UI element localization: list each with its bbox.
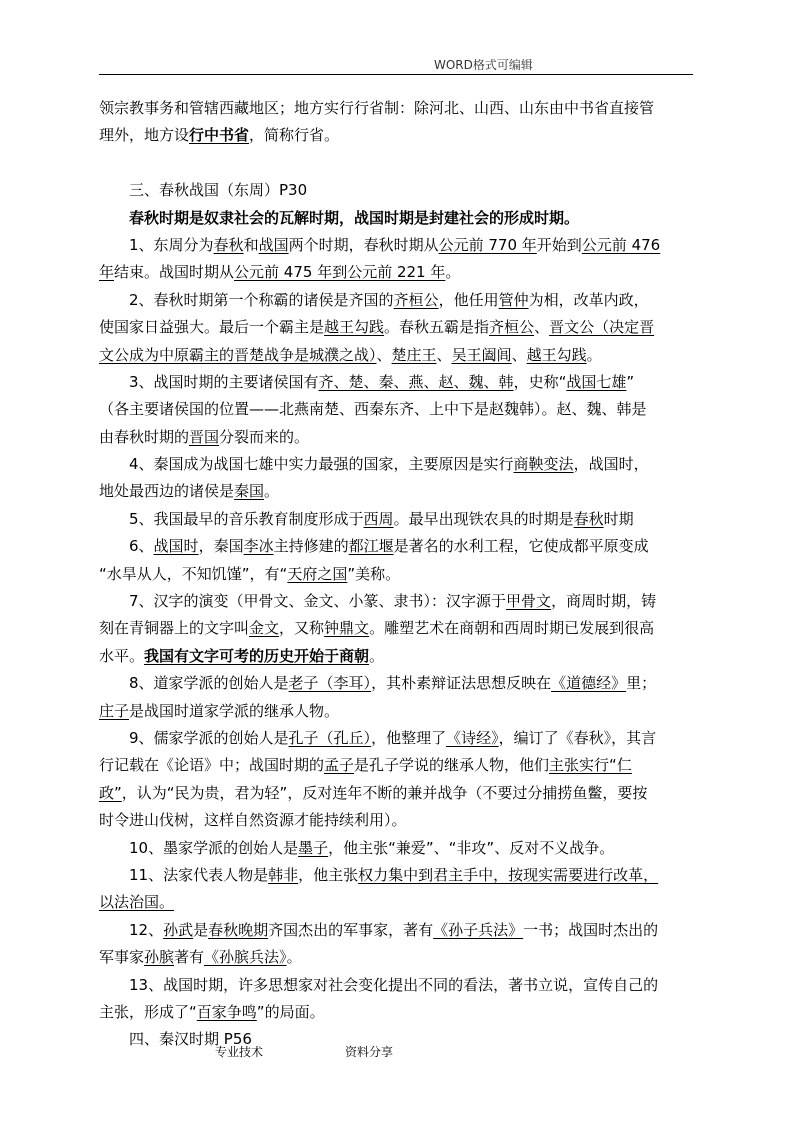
text-run: 。 <box>445 263 461 282</box>
text-line <box>99 725 695 752</box>
underlined-term: 战国时 <box>153 537 199 556</box>
text-line <box>99 670 695 697</box>
document-body <box>99 95 695 1054</box>
text-run: ，认为“民为贵，君为轻”，反对连年不断的兼并战争（不要过分捕捞鱼鳖，要按 <box>121 783 648 802</box>
underlined-term: 齐桓公 <box>393 290 439 309</box>
text-run: ，秦国 <box>198 537 244 556</box>
text-run: （各主要诸侯国的位置——北燕南楚、西秦东齐、上中下是赵魏韩）。赵、魏、韩是 <box>99 400 647 419</box>
text-run: 使国家日益强大。最后一个霸主是 <box>99 318 325 337</box>
underlined-term: 越王勾践 <box>324 318 385 337</box>
section-title: 四、秦汉时期 P56 <box>129 1030 252 1049</box>
text-run: 。 <box>586 345 602 364</box>
underlined-term: 主张实行“仁 <box>549 756 632 775</box>
text-run: 水平。 <box>99 646 145 665</box>
underlined-term: 《道德经》 <box>551 674 627 693</box>
underlined-term: 《孙子兵法》 <box>433 920 524 939</box>
underlined-term: 行中书省 <box>189 126 250 145</box>
underlined-term: 文公成为中原霸主的晋楚战争是城濮之战） <box>99 345 377 364</box>
underlined-term: 公元前 475 年到公元前 221 年 <box>234 263 446 282</box>
text-line <box>99 478 695 505</box>
text-line <box>99 944 695 971</box>
underlined-term: 公元前 770 年 <box>438 235 537 254</box>
text-line <box>99 862 695 889</box>
underlined-term: 钟鼎文 <box>324 619 370 638</box>
underlined-term: 年 <box>99 263 115 282</box>
text-run: 开始到 <box>536 235 582 254</box>
text-line <box>99 917 695 944</box>
text-run: 7、汉字的演变（甲骨文、金文、小篆、隶书）：汉字源于 <box>129 592 507 611</box>
text-run: 3、战国时期的主要诸侯国有 <box>129 372 319 391</box>
text-run: 11、法家代表人物是 <box>129 865 269 884</box>
text-run: ，他整理了 <box>371 728 447 747</box>
text-line <box>99 972 695 999</box>
text-line <box>99 451 695 478</box>
text-run: 是战国时道家学派的继承人物。 <box>129 701 340 720</box>
text-run: 分裂而来的。 <box>219 427 310 446</box>
underlined-term: 以法治国。 <box>99 893 175 912</box>
text-line <box>99 95 695 122</box>
text-run: 里； <box>626 674 657 693</box>
text-run: 2、春秋时期第一个称霸的诸侯是齐国的 <box>129 290 394 309</box>
text-run: “水旱从人，不知饥馑”，有“ <box>99 564 288 583</box>
underlined-term: 晋文公（决定晋 <box>549 318 655 337</box>
text-run: 4、秦国成为战国七雄中实力最强的国家，主要原因是实行 <box>129 455 514 474</box>
text-line <box>99 752 695 779</box>
footer-right-label: 资料分享 <box>345 1045 394 1059</box>
text-line <box>99 122 695 149</box>
text-run: 是著名的水利工程，它使成都平原变成 <box>393 537 649 556</box>
text-run: 由春秋时期的 <box>99 427 190 446</box>
text-run: ”美称。 <box>347 564 401 583</box>
underlined-term: 春秋 <box>213 235 244 254</box>
text-run: ，简称行省。 <box>249 126 340 145</box>
text-run: 主持修建的 <box>273 537 349 556</box>
underlined-term: 管仲 <box>498 290 529 309</box>
text-line <box>99 342 695 369</box>
underlined-term: 孙膑 <box>144 948 175 967</box>
text-run: ，其朴素辩证法思想反映在 <box>371 674 552 693</box>
text-run: 是孔子学说的继承人物，他们 <box>354 756 550 775</box>
text-run: 5、我国最早的音乐教育制度形成于 <box>129 509 364 528</box>
text-run: 时令进山伐树，这样自然资源才能持续利用）。 <box>99 811 407 830</box>
header-rule <box>99 74 693 75</box>
text-run: ”的局面。 <box>256 1002 325 1021</box>
text-run: 和 <box>243 235 259 254</box>
text-run: 1、东周分为 <box>129 235 214 254</box>
text-run: 、 <box>511 345 527 364</box>
underlined-term: 墨子 <box>298 838 329 857</box>
underlined-term: 晋国 <box>189 427 220 446</box>
underlined-term: 《诗经》 <box>446 728 499 747</box>
text-line <box>99 506 695 533</box>
text-run: ” <box>626 372 635 391</box>
text-run: 8、道家学派的创始人是 <box>129 674 289 693</box>
underlined-term: 西周 <box>363 509 394 528</box>
underlined-term: 韩非 <box>268 865 299 884</box>
text-run: ，战国时， <box>573 455 649 474</box>
underlined-term: 战国七雄 <box>566 372 627 391</box>
underlined-term: 李冰 <box>243 537 274 556</box>
underlined-term: 《孙膑兵法》 <box>204 948 287 967</box>
text-run: 一书；战国时杰出的 <box>523 920 659 939</box>
text-run: 13、战国时期，许多思想家对社会变化提出不同的看法，著书立说，宣传自己的 <box>129 975 659 994</box>
blank-line <box>99 150 695 177</box>
underlined-term: 甲骨文 <box>506 592 552 611</box>
text-run: 主张，形成了“ <box>99 1002 197 1021</box>
text-run: ，他主张“兼爱”、“非攻”、反对不义战争。 <box>328 838 615 857</box>
text-run: 地处最西边的诸侯是 <box>99 482 235 501</box>
text-line <box>99 780 695 807</box>
underlined-term: 天府之国 <box>287 564 348 583</box>
text-run: ，又称 <box>279 619 325 638</box>
text-run: 。 <box>264 482 280 501</box>
text-line <box>99 807 695 834</box>
text-run: 6、 <box>129 537 154 556</box>
underlined-term: 齐、楚、秦、燕、赵、魏、韩 <box>318 372 514 391</box>
underlined-term: 春秋晚期 <box>208 920 269 939</box>
text-run: ，编订了《春秋》，其言 <box>498 728 657 747</box>
underlined-term: 商鞅变法 <box>513 455 574 474</box>
text-line <box>99 205 695 232</box>
section-heading <box>99 1026 695 1053</box>
text-run: 12、 <box>129 920 164 939</box>
text-run: 、 <box>534 318 550 337</box>
text-line <box>99 889 695 916</box>
section-title: 三、春秋战国（东周）P30 <box>129 181 308 200</box>
underlined-term: 吴王阖闾 <box>451 345 512 364</box>
underlined-term: 越王勾践 <box>526 345 587 364</box>
text-run: 为相，改革内政， <box>528 290 649 309</box>
underlined-term: 孔子（孔丘） <box>288 728 372 747</box>
text-line <box>99 232 695 259</box>
underlined-term: 我国有文字可考的历史开始于商朝 <box>144 646 370 665</box>
text-line <box>99 999 695 1026</box>
text-run: 。春秋五霸是指 <box>384 318 490 337</box>
text-line <box>99 698 695 725</box>
text-run: 。最早出现铁农具的时期是 <box>393 509 574 528</box>
underlined-term: 权力集中到君主手中，按现实需要进行改革， <box>358 865 659 884</box>
page-header: WORD格式可编辑 <box>434 58 533 72</box>
text-run: 。 <box>369 646 385 665</box>
text-run: 、 <box>376 345 392 364</box>
text-line <box>99 369 695 396</box>
text-run: 10、墨家学派的创始人是 <box>129 838 299 857</box>
text-run: 结束。战国时期从 <box>114 263 235 282</box>
text-line <box>99 643 695 670</box>
section-heading <box>99 177 695 204</box>
text-run: ，商周时期，铸 <box>551 592 657 611</box>
underlined-term: 庄子 <box>99 701 130 720</box>
text-line <box>99 615 695 642</box>
text-line <box>99 561 695 588</box>
underlined-term: 老子（李耳） <box>288 674 372 693</box>
underlined-term: 百家争鸣 <box>196 1002 257 1021</box>
underlined-term: 孙武 <box>163 920 194 939</box>
text-run: 时期 <box>603 509 634 528</box>
key-statement: 春秋时期是奴隶社会的瓦解时期，战国时期是封建社会的形成时期。 <box>129 208 580 227</box>
text-run: ，史称“ <box>513 372 567 391</box>
text-run: 理外，地方设 <box>99 126 190 145</box>
text-run: 军事家 <box>99 948 145 967</box>
underlined-term: 齐桓公 <box>489 318 535 337</box>
underlined-term: 秦国 <box>234 482 265 501</box>
footer-left-label: 专业技术 <box>215 1045 264 1059</box>
text-run: 9、儒家学派的创始人是 <box>129 728 289 747</box>
underlined-term: 春秋 <box>573 509 604 528</box>
text-run: 是 <box>193 920 209 939</box>
text-run: 著有 <box>174 948 205 967</box>
text-line <box>99 396 695 423</box>
text-run: 、 <box>436 345 452 364</box>
text-line <box>99 424 695 451</box>
underlined-term: 楚庄王 <box>391 345 437 364</box>
text-run: ，他任用 <box>438 290 499 309</box>
underlined-term: 政” <box>99 783 122 802</box>
text-line <box>99 287 695 314</box>
text-run: 领宗教事务和管辖西藏地区；地方实行行省制：除河北、山西、山东由中书省直接管 <box>99 99 655 117</box>
text-run: 。 <box>286 948 302 967</box>
text-run: 。雕塑艺术在商朝和西周时期已发展到很高 <box>369 619 655 638</box>
underlined-term: 金文 <box>249 619 280 638</box>
text-run: 齐国杰出的军事家，著有 <box>268 920 434 939</box>
underlined-term: 孟子 <box>324 756 355 775</box>
text-run: 刻在青铜器上的文字叫 <box>99 619 250 638</box>
underlined-term: 都江堰 <box>348 537 394 556</box>
text-run: ，他主张 <box>298 865 359 884</box>
text-run: 行记载在《论语》中；战国时期的 <box>99 756 325 775</box>
text-run: 两个时期，春秋时期从 <box>288 235 439 254</box>
underlined-term: 战国 <box>258 235 289 254</box>
text-line <box>99 835 695 862</box>
underlined-term: 公元前 476 <box>581 235 661 254</box>
text-line <box>99 533 695 560</box>
text-line <box>99 588 695 615</box>
text-line <box>99 259 695 286</box>
text-line <box>99 314 695 341</box>
